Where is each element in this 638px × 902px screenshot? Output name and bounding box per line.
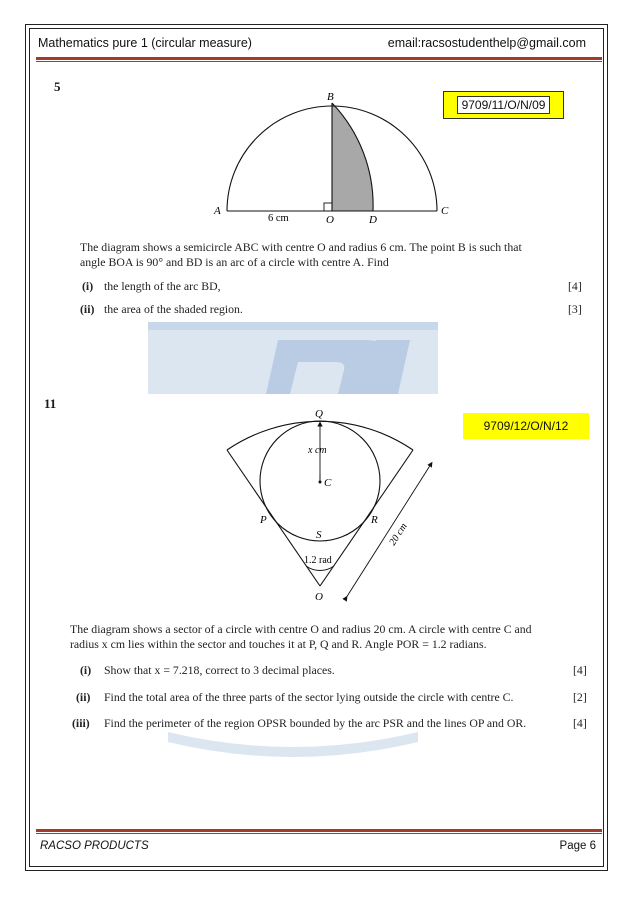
question-5-part-i-text: the length of the arc BD, [104,279,221,293]
label-D: D [369,214,377,225]
label-20-cm: 20 cm [387,521,410,548]
footer-page-number: Page 6 [559,840,596,852]
question-11-part-ii-marks: [2] [573,690,587,704]
footer-rule-thin [36,833,602,834]
label-O: O [315,591,323,603]
question-11-diagram [218,400,458,610]
question-11-text-2: radius x cm lies within the sector and touches it at P, Q and R. Angle POR = 1.2 radians. [70,637,487,651]
header-rule-thin [36,61,602,62]
question-5-text-2: angle BOA is 90° and BD is an arc of a circle with centre A. Find [80,255,389,269]
question-11-number: 11 [44,396,57,411]
question-11-reference: 9709/12/O/N/12 [463,413,589,439]
question-5-part-i-marks: [4] [568,279,582,293]
label-C: C [441,205,449,217]
question-5-number: 5 [54,79,61,94]
question-11-part-ii-label: (ii) [76,690,91,704]
question-5-part-i-label: (i) [82,279,94,293]
label-6cm: 6 cm [268,213,289,224]
question-5-text-1: The diagram shows a semicircle ABC with centre O and radius 6 cm. The point B is such that [80,240,522,254]
question-5-reference [443,91,564,119]
question-5-diagram [210,90,460,225]
label-1-2-rad: 1.2 rad [304,555,332,566]
question-5-part-ii-marks: [3] [568,302,582,316]
label-Q: Q [315,408,323,420]
label-x-cm: x cm [308,445,327,456]
question-5-part-ii-label: (ii) [80,302,95,316]
question-11-part-iii-text: Find the perimeter of the region OPSR bounded by the arc PSR and the lines OP and OR. [104,716,527,730]
question-11-part-iii-label: (iii) [72,716,90,730]
question-5-part-ii-text: the area of the shaded region. [104,302,243,316]
question-11-text-1: The diagram shows a sector of a circle with centre O and radius 20 cm. A circle with centre C and [70,622,532,636]
footer-rule [36,829,602,832]
question-11-part-i-label: (i) [80,663,92,677]
header-title: Mathematics pure 1 (circular measure) [38,36,252,50]
footer-brand: RACSO PRODUCTS [40,840,149,852]
header-rule [36,57,602,60]
question-11-part-iii-marks: [4] [573,716,587,730]
label-C: C [324,477,332,489]
header-email: email:racsostudenthelp@gmail.com [387,36,586,50]
question-5-reference-text: 9709/11/O/N/09 [457,96,551,114]
label-P: P [260,514,267,526]
label-R: R [371,514,378,526]
label-S: S [316,529,322,541]
label-B: B [327,91,334,103]
question-11-part-i-marks: [4] [573,663,587,677]
label-O: O [326,214,334,225]
question-11-part-ii-text: Find the total area of the three parts of the sector lying outside the circle with centre C. [104,690,514,704]
question-11-part-i-text: Show that x = 7.218, correct to 3 decimal places. [104,663,335,677]
label-A: A [214,205,221,217]
